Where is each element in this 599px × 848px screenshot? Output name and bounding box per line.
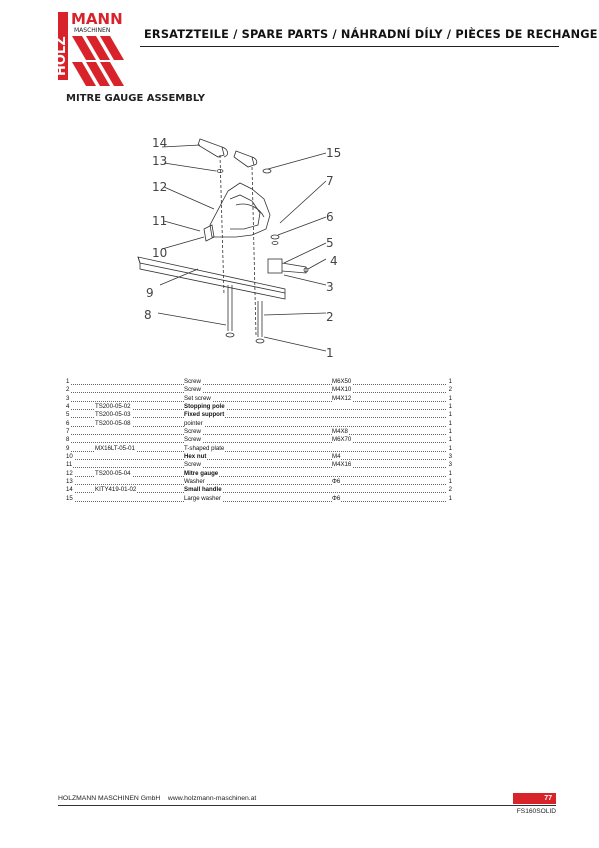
- page-number: 77: [513, 793, 556, 804]
- parts-row: [66, 461, 452, 469]
- part-spec: M4X16: [332, 461, 352, 469]
- parts-list: [66, 378, 452, 503]
- part-description: Screw: [184, 386, 201, 394]
- dot-leader: [66, 459, 446, 460]
- dot-leader: [66, 401, 446, 402]
- part-number: 11: [66, 461, 73, 469]
- callout-2: 2: [326, 310, 334, 324]
- part-spec: M4X8: [332, 428, 348, 436]
- parts-row: [66, 378, 452, 386]
- part-spec: Φ6: [332, 478, 341, 486]
- logo-top-text: MANN: [71, 10, 123, 28]
- callout-3: 3: [326, 280, 334, 294]
- part-description: pointer: [184, 419, 203, 427]
- part-code: MX16LT-05-01: [95, 444, 135, 452]
- part-description: Stopping pole: [184, 403, 225, 411]
- parts-row: [66, 436, 452, 444]
- dot-leader: [66, 392, 446, 393]
- parts-row: [66, 445, 452, 453]
- part-description: Washer: [184, 478, 205, 486]
- part-quantity: 1: [448, 469, 452, 477]
- part-quantity: 2: [448, 486, 452, 494]
- part-description: Screw: [184, 428, 201, 436]
- part-number: 8: [66, 436, 70, 444]
- callout-11: 11: [152, 214, 168, 228]
- part-quantity: 1: [448, 428, 452, 436]
- parts-row: [66, 453, 452, 461]
- part-number: 2: [66, 386, 70, 394]
- part-description: Screw: [184, 378, 201, 385]
- part-quantity: 3: [448, 461, 452, 469]
- part-spec: M6X50: [332, 378, 352, 385]
- callout-13: 13: [152, 154, 168, 168]
- part-quantity: 1: [448, 444, 452, 452]
- part-number: 10: [66, 453, 73, 461]
- part-number: 14: [66, 486, 73, 494]
- part-code: TS200-05-02: [95, 403, 131, 411]
- holzmann-logo: [54, 10, 126, 88]
- mitre-gauge-exploded-diagram: [140, 125, 350, 365]
- part-quantity: 1: [448, 403, 452, 411]
- part-spec: Φ6: [332, 494, 341, 502]
- page-header-title: ERSATZTEILE / SPARE PARTS / NÁHRADNÍ DÍLY / PIÈCES DE RECHANGE: [144, 28, 598, 41]
- callout-14: 14: [152, 136, 168, 150]
- part-description: Screw: [184, 461, 201, 469]
- part-number: 1: [66, 378, 70, 385]
- parts-row: [66, 495, 452, 503]
- part-code: KITY419-01-02: [95, 486, 137, 494]
- parts-row: [66, 470, 452, 478]
- part-number: 9: [66, 444, 70, 452]
- callout-15: 15: [326, 146, 342, 160]
- part-quantity: 1: [448, 411, 452, 419]
- company-name: HOLZMANN MASCHINEN GmbH: [58, 795, 161, 802]
- part-number: 7: [66, 428, 70, 436]
- dot-leader: [66, 501, 446, 502]
- parts-row: [66, 395, 452, 403]
- parts-row: [66, 486, 452, 494]
- website-link[interactable]: www.holzmann-maschinen.at: [167, 795, 257, 802]
- part-spec: M6X70: [332, 436, 352, 444]
- part-quantity: 1: [448, 436, 452, 444]
- footer-divider: [58, 805, 556, 806]
- section-title: MITRE GAUGE ASSEMBLY: [66, 93, 205, 104]
- part-number: 4: [66, 403, 70, 411]
- parts-row: [66, 478, 452, 486]
- part-description: Small handle: [184, 486, 222, 494]
- part-quantity: 1: [448, 494, 452, 502]
- callout-12: 12: [152, 180, 168, 194]
- part-description: Set screw: [184, 394, 211, 402]
- header-divider: [140, 46, 559, 47]
- part-quantity: 1: [448, 478, 452, 486]
- part-quantity: 2: [448, 386, 452, 394]
- model-name: FS160SOLID: [516, 808, 556, 815]
- dot-leader: [66, 384, 446, 385]
- callout-4: 4: [330, 254, 338, 268]
- part-description: Hex nut: [184, 453, 207, 461]
- part-code: TS200-05-08: [95, 419, 131, 427]
- callout-8: 8: [144, 308, 152, 322]
- logo-sub-text: MASCHINEN: [74, 27, 111, 34]
- part-description: Screw: [184, 436, 201, 444]
- dot-leader: [66, 467, 446, 468]
- parts-row: [66, 428, 452, 436]
- callout-10: 10: [152, 246, 168, 260]
- part-number: 3: [66, 394, 70, 402]
- part-number: 12: [66, 469, 73, 477]
- part-description: Mitre gauge: [184, 469, 219, 477]
- part-description: Large washer: [184, 494, 221, 502]
- part-quantity: 1: [448, 394, 452, 402]
- logo-side-text: HOLZ: [54, 36, 69, 76]
- callout-7: 7: [326, 174, 334, 188]
- parts-row: [66, 420, 452, 428]
- part-number: 13: [66, 478, 73, 486]
- callout-1: 1: [326, 346, 334, 360]
- part-number: 15: [66, 494, 73, 502]
- part-spec: M4X10: [332, 386, 352, 394]
- parts-row: [66, 403, 452, 411]
- callout-5: 5: [326, 236, 334, 250]
- callout-6: 6: [326, 210, 334, 224]
- part-spec: M4X12: [332, 394, 352, 402]
- footer-company: [58, 795, 256, 802]
- parts-row: [66, 386, 452, 394]
- part-description: Fixed support: [184, 411, 225, 419]
- part-code: TS200-05-03: [95, 411, 131, 419]
- part-code: TS200-05-04: [95, 469, 131, 477]
- part-number: 5: [66, 411, 70, 419]
- parts-row: [66, 411, 452, 419]
- dot-leader: [66, 442, 446, 443]
- dot-leader: [66, 484, 446, 485]
- part-spec: M4: [332, 453, 341, 461]
- part-description: T-shaped plate: [184, 444, 225, 452]
- dot-leader: [66, 434, 446, 435]
- callout-9: 9: [146, 286, 154, 300]
- part-quantity: 1: [448, 378, 452, 385]
- part-quantity: 3: [448, 453, 452, 461]
- part-number: 6: [66, 419, 70, 427]
- part-quantity: 1: [448, 419, 452, 427]
